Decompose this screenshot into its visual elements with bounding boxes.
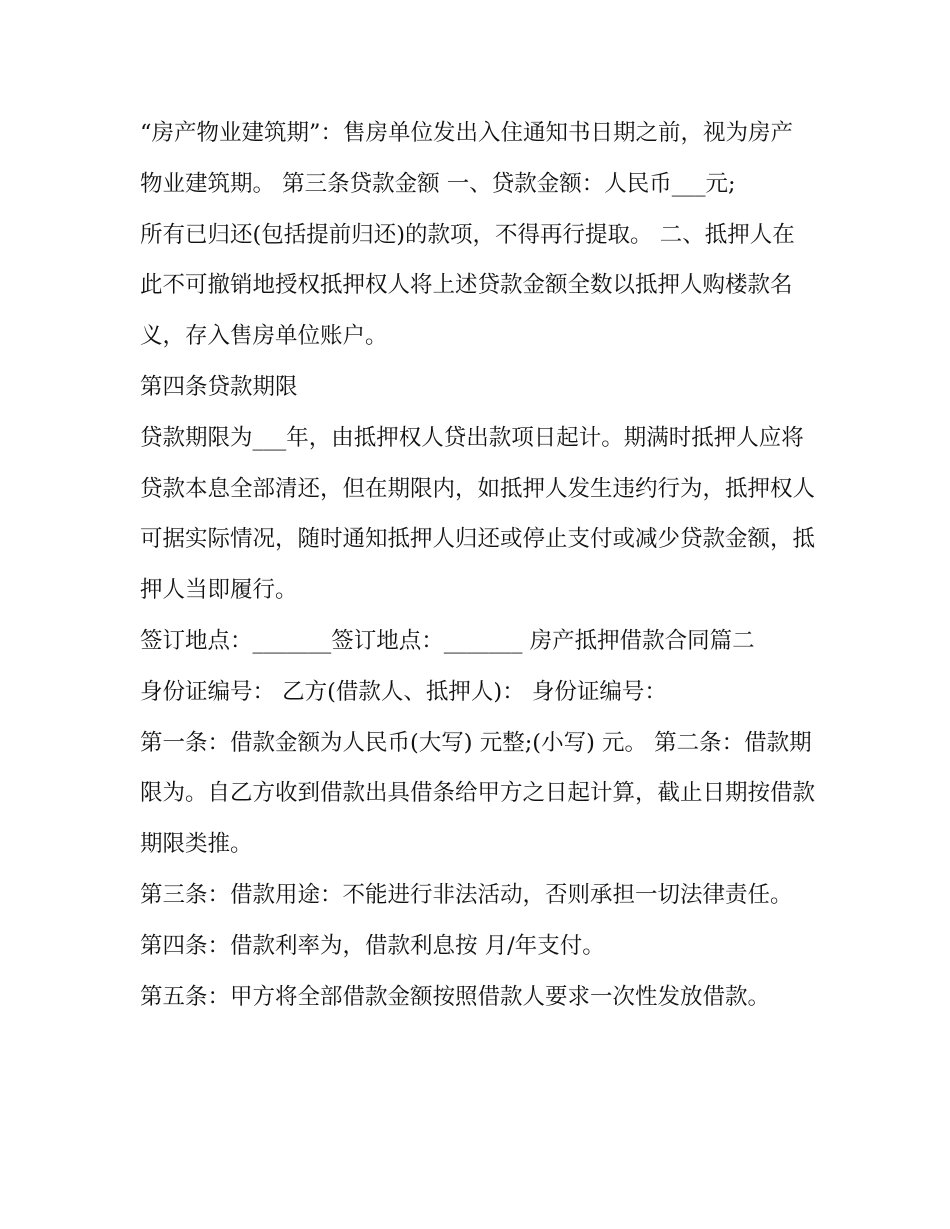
paragraph-signing-place: 签订地点：_______签订地点：_______ 房产抵押借款合同篇二 bbox=[140, 627, 755, 654]
paragraph-id-numbers: 身份证编号： 乙方(借款人、抵押人)： 身份证编号： bbox=[140, 678, 667, 705]
document-body bbox=[140, 108, 815, 1022]
paragraph-loan-term: 贷款期限为___年，由抵押权人贷出款项日起计。期满时抵押人应将贷款本息全部清还，但在期限内，如抵押人发生违约行为，抵押权人可据实际情况，随时通知抵押人归还或停止支付或减少贷款金额，抵押人当即履行。 bbox=[140, 424, 816, 604]
paragraph-loan-purpose-rate: 第三条：借款用途：不能进行非法活动，否则承担一切法律责任。 第四条：借款利率为，借款利息按 月/年支付。 bbox=[140, 881, 793, 959]
paragraph-repayment-authorization: 所有已归还(包括提前归还)的款项，不得再行提取。 二、抵押人在此不可撤销地授权抵押权人将上述贷款金额全数以抵押人购楼款名义，存入售房单位账户。 bbox=[140, 221, 795, 350]
paragraph-loan-disbursement: 第五条：甲方将全部借款金额按照借款人要求一次性发放借款。 bbox=[140, 983, 771, 1010]
paragraph-article-four-heading: 第四条贷款期限 bbox=[140, 373, 298, 400]
paragraph-loan-amount-term: 第一条：借款金额为人民币(大写) 元整;(小写) 元。 第二条：借款期限为。自乙方收到借款出具借条给甲方之日起计算，截止日期按借款期限类推。 bbox=[140, 729, 816, 858]
paragraph-construction-period: “房产物业建筑期”：售房单位发出入住通知书日期之前，视为房产物业建筑期。 第三条贷款金额 一、贷款金额：人民币___元; bbox=[140, 120, 794, 197]
